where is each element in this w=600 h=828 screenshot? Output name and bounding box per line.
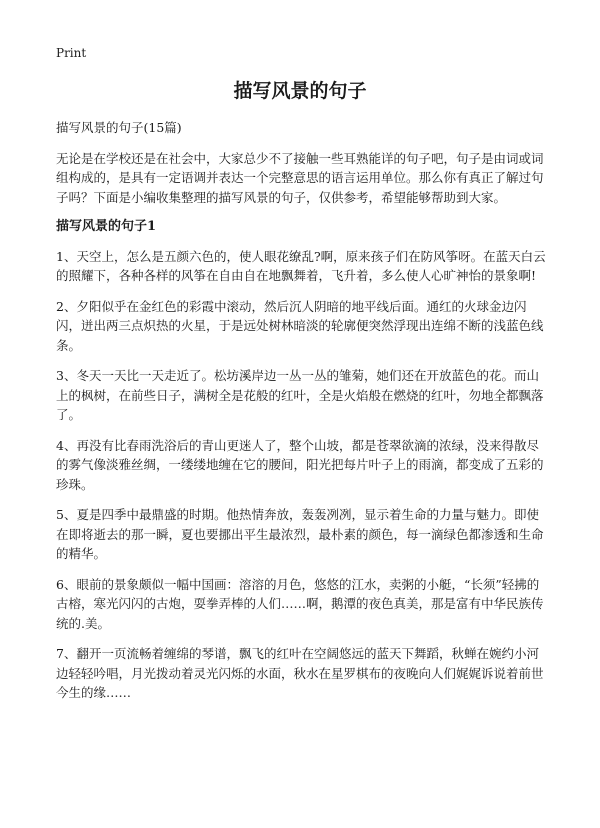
sentence-item-2: 2、夕阳似乎在金红色的彩霞中滚动，然后沉人阴暗的地平线后面。通红的火球金边闪闪，迸出两三点炽热的火星，于是远处树林暗淡的轮廓便突然浮现出连绵不断的浅蓝色线条。 <box>56 298 544 353</box>
sentence-item-5: 5、夏是四季中最鼎盛的时期。他热情奔放，轰轰冽冽，显示着生命的力量与魅力。即使在即将逝去的那一瞬，夏也要挪出平生最浓烈，最朴素的颜色，每一滴绿色都渗透和生命的精华。 <box>56 507 544 561</box>
section-heading: 描写风景的句子1 <box>56 219 157 234</box>
page-title: 描写风景的句子 <box>233 80 367 102</box>
sentence-item-4: 4、再没有比春雨洗浴后的青山更迷人了，整个山坡，都是苍翠欲滴的浓绿，没来得散尽的雾气像淡雅丝绸，一缕缕地缠在它的腰间，阳光把每片叶子上的雨滴，都变成了五彩的珍珠。 <box>56 437 544 492</box>
document-subtitle: 描写风景的句子(15篇) <box>56 120 182 135</box>
print-link[interactable]: Print <box>56 46 87 60</box>
intro-paragraph: 无论是在学校还是在社会中，大家总少不了接触一些耳熟能详的句子吧，句子是由词或词组构成的，是具有一定语调并表达一个完整意思的语言运用单位。那么你有真正了解过句子吗？下面是小编收集整理的描写风景的句子，仅供参考，希望能够帮助到大家。 <box>56 150 544 205</box>
document-body <box>56 118 548 714</box>
sentence-item-7: 7、翻开一页流畅着缠绵的琴谱，飘飞的红叶在空阔悠远的蓝天下舞蹈，秋蝉在婉约小河边轻轻吟唱，月光拨动着灵光闪烁的水面，秋水在星罗棋布的夜晚向人们娓娓诉说着前世今生的缘…… <box>56 646 544 700</box>
sentence-item-3: 3、冬天一天比一天走近了。松坊溪岸边一丛一丛的雏菊，她们还在开放蓝色的花。而山上的枫树，在前些日子，满树全是花般的红叶，全是火焰般在燃烧的红叶，勿地全都飘落了。 <box>56 368 544 422</box>
sentence-item-6: 6、眼前的景象颇似一幅中国画：溶溶的月色，悠悠的江水，卖粥的小艇，“长须”轻拂的古榕，寒光闪闪的古炮，耍拳弄棒的人们……啊，鹅潭的夜色真美，那是富有中华民族传统的.美。 <box>56 576 544 631</box>
sentence-item-1: 1、天空上，怎么是五颜六色的，使人眼花缭乱?啊，原来孩子们在防风筝呀。在蓝天白云的照耀下，各种各样的风筝在自由自在地飘舞着，飞升着，多么使人心旷神怡的景象啊! <box>56 248 546 283</box>
